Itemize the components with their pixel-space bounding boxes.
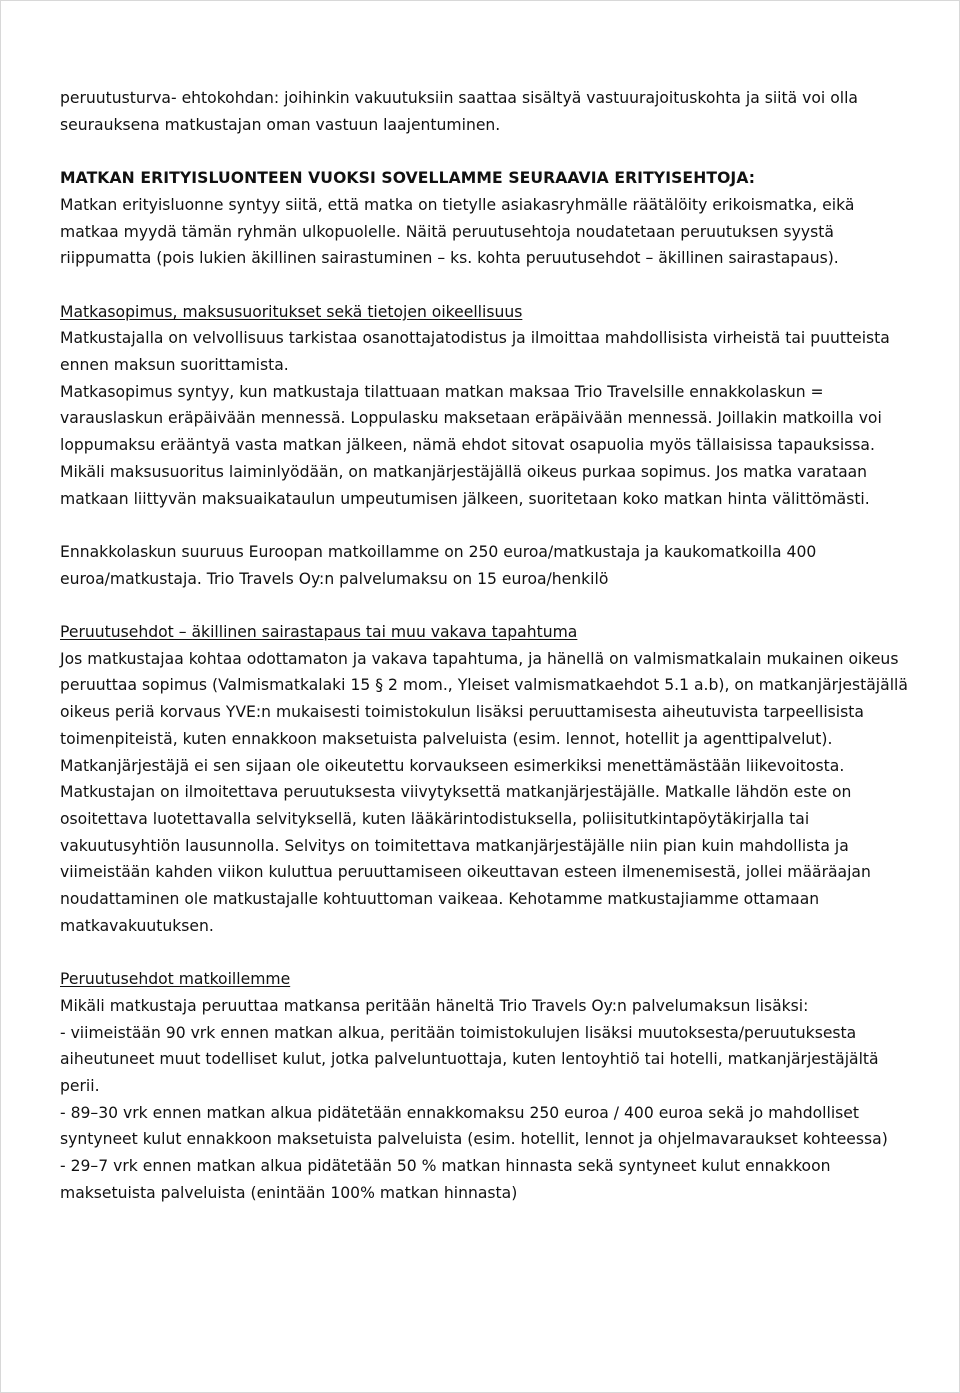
- advance-invoice-paragraph: Ennakkolaskun suuruus Euroopan matkoillamme on 250 euroa/matkustaja ja kaukomatkoilla 400 euroa/matkustaja. Trio Travels Oy:n palvelumaksu on 15 euroa/henkilö: [60, 542, 817, 588]
- contract-section-title: Matkasopimus, maksusuoritukset sekä tietojen oikeellisuus: [60, 302, 523, 321]
- list-item: - 89–30 vrk ennen matkan alkua pidätetään ennakkomaksu 250 euroa / 400 euroa sekä jo mahdolliset syntyneet kulut ennakkoon maksetuista palveluista (esim. hotellit, lennot ja ohjelmavaraukset kohteessa): [60, 1103, 888, 1149]
- special-terms-heading: MATKAN ERITYISLUONTEEN VUOKSI SOVELLAMME SEURAAVIA ERITYISEHTOJA:: [60, 169, 756, 188]
- contract-paragraph-1: Matkustajalla on velvollisuus tarkistaa osanottajatodistus ja ilmoittaa mahdollisista virheistä tai puutteista ennen maksun suorittamista.: [60, 329, 890, 374]
- spacer: [60, 592, 910, 619]
- special-terms-paragraph: [60, 192, 910, 272]
- spacer: [60, 939, 910, 966]
- special-terms-text-2: Näitä peruutusehtoja noudatetaan peruutuksen syystä riippumatta (pois lukien äkillinen sairastuminen – ks. kohta peruutusehdot – äkillinen sairastapaus).: [60, 222, 839, 268]
- spacer: [60, 272, 910, 299]
- sudden-illness-paragraph: Jos matkustajaa kohtaa odottamaton ja vakava tapahtuma, ja hänellä on valmismatkalain mukainen oikeus peruuttaa sopimus (Valmismatkalaki 15 § 2 mom., Yleiset valmismatkaehdot 5.1 a.b), on matkanjärjestäjällä oikeus periä korvaus YVE:n mukaisesti toimistokulun lisäksi peruuttamisesta aiheutuvista tarpeellisista toimenpiteistä, kuten ennakkoon maksetuista palveluista (esim. lennot, hotellit ja agenttipalvelut). Matkanjärjestäjä ei sen sijaan ole oikeutettu korvaukseen esimerkiksi menettämästään liikevoitosta. Matkustajan on ilmoitettava peruutuksesta viivytyksettä matkanjärjestäjälle. Matkalle lähdön este on osoitettava luotettavalla selvityksellä, kuten lääkärintodistuksella, poliisitutkintapöytäkirjalla tai vakuutusyhtiön lausunnolla. Selvitys on toimitettava matkanjärjestäjälle niin pian kuin mahdollista ja viimeistään kahden viikon kuluttua peruuttamiseen oikeuttavan esteen ilmenemisestä, jollei määräajan noudattaminen ole matkustajalle kohtuuttoman vaikeaa. Kehotamme matkustajiamme ottamaan matkavakuutuksen.: [60, 649, 908, 935]
- intro-paragraph: peruutusturva- ehtokohdan: joihinkin vakuutuksiin saattaa sisältyä vastuurajoituskohta ja siitä voi olla seurauksena matkustajan oman vastuun laajentuminen.: [60, 89, 858, 134]
- list-item: - 29–7 vrk ennen matkan alkua pidätetään 50 % matkan hinnasta sekä syntyneet kulut ennakkoon maksetuista palveluista (enintään 100% matkan hinnasta): [60, 1157, 831, 1202]
- contract-paragraph-2: Matkasopimus syntyy, kun matkustaja tilattuaan matkan maksaa Trio Travelsille ennakkolaskun = varauslaskun eräpäivään mennessä. Loppulasku maksetaan eräpäivään mennessä. Joillakin matkoilla voi loppumaksu erääntyä vasta matkan jälkeen, nämä ehdot sitovat osapuolia myös tällaisissa tapauksissa. Mikäli maksusuoritus laiminlyödään, on matkanjärjestäjällä oikeus purkaa sopimus. Jos matka varataan matkaan liittyvän maksuaikataulun umpeutumisen jälkeen, suoritetaan koko matkan hinta välittömästi.: [60, 382, 882, 508]
- sudden-illness-section-title: Peruutusehdot – äkillinen sairastapaus tai muu vakava tapahtuma: [60, 623, 578, 641]
- cancellation-section-title: Peruutusehdot matkoillemme: [60, 970, 291, 989]
- spacer: [60, 512, 910, 539]
- cancellation-list: [60, 1020, 910, 1207]
- list-item: - viimeistään 90 vrk ennen matkan alkua, peritään toimistokulujen lisäksi muutoksesta/peruutuksesta aiheutuneet muut todelliset kulut, jotka palveluntuottaja, kuten lentoyhtiö tai hotelli, matkanjärjestäjältä perii.: [60, 1023, 879, 1095]
- cancellation-intro: Mikäli matkustaja peruuttaa matkansa peritään häneltä Trio Travels Oy:n palvelumaksun lisäksi:: [60, 996, 809, 1015]
- document-page: [60, 85, 910, 1206]
- spacer: [60, 138, 910, 165]
- special-terms-text-1: Matkan erityisluonne syntyy siitä, että matka on tietylle asiakasryhmälle räätälöity erikoismatka, eikä matkaa myydä tämän ryhmän ulkopuolelle.: [60, 195, 855, 241]
